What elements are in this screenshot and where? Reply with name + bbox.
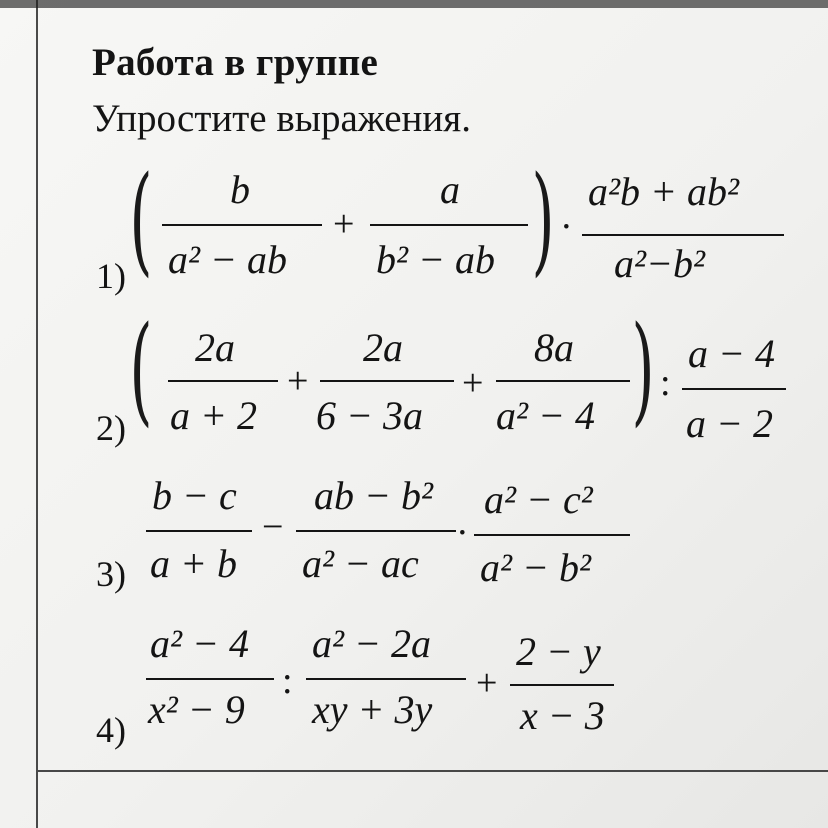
fraction-numerator: 2a (363, 325, 403, 370)
operator: · (560, 206, 573, 248)
fraction-denominator: a + b (150, 541, 237, 586)
operator: · (456, 512, 469, 554)
operator: + (476, 662, 498, 704)
fraction-bar (296, 530, 456, 532)
fraction-denominator: b² − ab (376, 237, 495, 282)
fraction-numerator: ab − b² (314, 473, 433, 518)
fraction-numerator: 8a (534, 325, 574, 370)
fraction-bar (146, 530, 252, 532)
operator: + (333, 203, 355, 245)
fraction-numerator: a − 4 (688, 331, 775, 376)
left-parenthesis: ( (129, 150, 153, 288)
fraction-denominator: a²−b² (614, 241, 705, 286)
problem-label: 1) (96, 256, 126, 296)
fraction-numerator: b (230, 167, 250, 212)
right-parenthesis: ) (531, 150, 555, 288)
fraction-denominator: a + 2 (170, 393, 257, 438)
fraction-numerator: a²b + ab² (588, 169, 739, 214)
fraction-denominator: x − 3 (520, 693, 605, 738)
fraction-numerator: a² − c² (484, 477, 593, 522)
right-parenthesis: ) (631, 300, 655, 438)
fraction-denominator: xy + 3y (312, 687, 433, 732)
top-edge (0, 0, 828, 8)
fraction-numerator: 2a (195, 325, 235, 370)
page-left-border (36, 0, 38, 828)
fraction-bar (168, 380, 278, 382)
problem-label: 4) (96, 710, 126, 750)
operator: − (262, 506, 284, 548)
fraction-denominator: a² − ac (302, 541, 419, 586)
fraction-numerator: 2 − y (516, 629, 601, 674)
fraction-bar (370, 224, 528, 226)
fraction-numerator: a² − 2a (312, 621, 431, 666)
fraction-numerator: a (440, 167, 460, 212)
fraction-denominator: 6 − 3a (316, 393, 423, 438)
fraction-bar (582, 234, 784, 236)
fraction-bar (496, 380, 630, 382)
operator: + (287, 360, 309, 402)
section-divider (38, 770, 828, 772)
fraction-bar (682, 388, 786, 390)
page-title: Работа в группе (92, 41, 379, 84)
fraction-bar (162, 224, 322, 226)
problem-label: 2) (96, 408, 126, 448)
fraction-numerator: a² − 4 (150, 621, 249, 666)
problem-label: 3) (96, 554, 126, 594)
fraction-numerator: b − c (152, 473, 237, 518)
left-parenthesis: ( (129, 300, 153, 438)
operator: + (462, 362, 484, 404)
fraction-denominator: a² − b² (480, 545, 591, 590)
fraction-bar (510, 684, 614, 686)
operator: : (660, 362, 671, 404)
fraction-bar (146, 678, 274, 680)
fraction-denominator: x² − 9 (148, 687, 245, 732)
fraction-bar (306, 678, 466, 680)
fraction-denominator: a² − 4 (496, 393, 595, 438)
instruction-text: Упростите выражения. (92, 97, 471, 140)
fraction-bar (320, 380, 454, 382)
fraction-denominator: a² − ab (168, 237, 287, 282)
fraction-bar (474, 534, 630, 536)
operator: : (282, 660, 293, 702)
fraction-denominator: a − 2 (686, 401, 773, 446)
